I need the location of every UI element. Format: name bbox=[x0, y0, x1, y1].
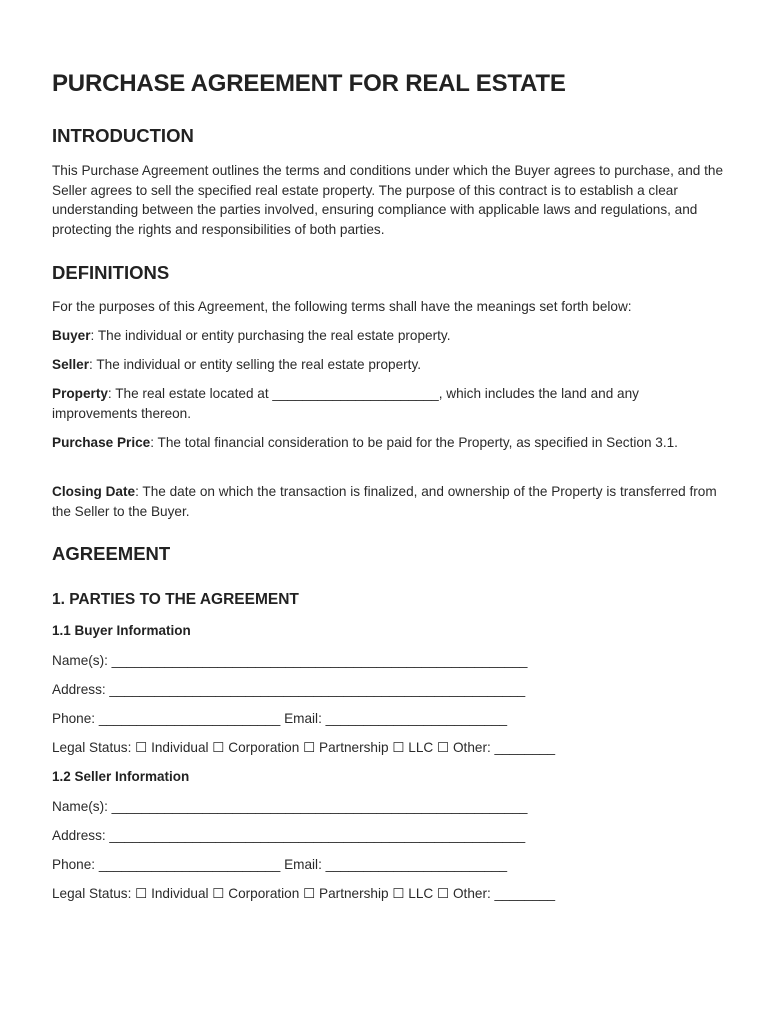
definition-text: : The total financial consideration to be paid for the Property, as specified in Section 3.1. bbox=[150, 435, 678, 450]
agreement-heading: AGREEMENT bbox=[52, 543, 171, 564]
buyer-address-field[interactable]: Address: _______________________________________________________ bbox=[52, 682, 526, 697]
seller-legal-status-field[interactable]: Legal Status: ☐ Individual ☐ Corporation ☐ Partnership ☐ LLC ☐ Other: ________ bbox=[52, 886, 556, 901]
definition-term: Purchase Price bbox=[52, 435, 151, 450]
definition-text: : The real estate located at ______________________, which includes the land and any improvements thereon. bbox=[52, 386, 639, 421]
definition-text: : The date on which the transaction is finalized, and ownership of the Property is transferred from the Seller to the Buyer. bbox=[52, 484, 717, 519]
section-1-heading: 1. PARTIES TO THE AGREEMENT bbox=[52, 591, 299, 608]
buyer-legal-status-field[interactable]: Legal Status: ☐ Individual ☐ Corporation ☐ Partnership ☐ LLC ☐ Other: ________ bbox=[52, 740, 556, 755]
buyer-info-heading: 1.1 Buyer Information bbox=[52, 623, 191, 638]
definition-text: : The individual or entity purchasing the real estate property. bbox=[90, 328, 451, 343]
document-title: PURCHASE AGREEMENT FOR REAL ESTATE bbox=[52, 70, 566, 97]
definition-buyer bbox=[52, 326, 724, 346]
seller-phone-email-field[interactable]: Phone: ________________________ Email: ________________________ bbox=[52, 857, 508, 872]
definition-purchase-price bbox=[52, 433, 724, 453]
definitions-heading: DEFINITIONS bbox=[52, 262, 170, 283]
buyer-names-field[interactable]: Name(s): _______________________________________________________ bbox=[52, 653, 528, 668]
seller-address-field[interactable]: Address: _______________________________________________________ bbox=[52, 828, 526, 843]
definitions-intro: For the purposes of this Agreement, the following terms shall have the meanings set forth below: bbox=[52, 299, 632, 314]
definition-closing-date bbox=[52, 482, 724, 521]
introduction-heading: INTRODUCTION bbox=[52, 125, 194, 146]
definition-property bbox=[52, 384, 724, 423]
definition-text: : The individual or entity selling the real estate property. bbox=[89, 357, 422, 372]
definition-seller bbox=[52, 355, 724, 375]
introduction-text: This Purchase Agreement outlines the terms and conditions under which the Buyer agrees to purchase, and the Seller agrees to sell the specified real estate property. The purpose of this contract is to establish a clear understanding between the parties involved, ensuring compliance with applicable laws and regulations, and protecting the rights and responsibilities of both parties. bbox=[52, 163, 724, 237]
definition-term: Seller bbox=[52, 357, 90, 372]
seller-info-heading: 1.2 Seller Information bbox=[52, 769, 190, 784]
definition-term: Property bbox=[52, 386, 108, 401]
definition-term: Buyer bbox=[52, 328, 91, 343]
buyer-phone-email-field[interactable]: Phone: ________________________ Email: ________________________ bbox=[52, 711, 508, 726]
definition-term: Closing Date bbox=[52, 484, 136, 499]
seller-names-field[interactable]: Name(s): _______________________________________________________ bbox=[52, 799, 528, 814]
